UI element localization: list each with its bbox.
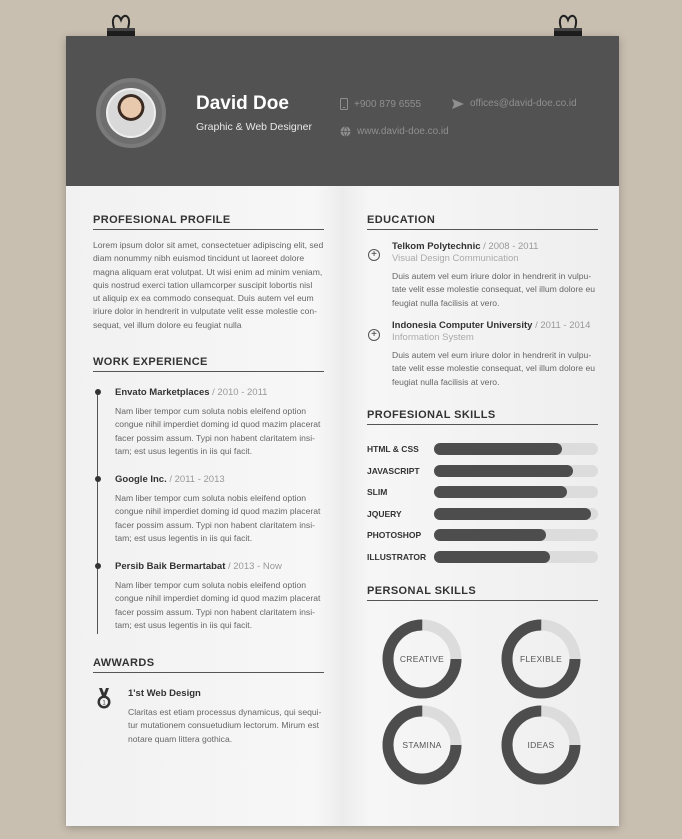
divider bbox=[93, 229, 324, 230]
job-description bbox=[115, 579, 330, 632]
text-line: tam; est usus legentis in iis qui facit. bbox=[115, 532, 253, 543]
text-line: Duis autem vel eum iriure dolor in hendrerit in vulpu- bbox=[392, 350, 592, 360]
text-line: facer possim assum. Typi non habent claritatem insi- bbox=[115, 606, 315, 617]
text-line: tam; est usus legentis in iis qui facit. bbox=[115, 445, 253, 456]
skill-bar-fill bbox=[434, 443, 562, 455]
company-name: Persib Baik Bermartabat bbox=[115, 561, 226, 572]
timeline-dot bbox=[95, 389, 101, 395]
job-years: / 2013 - Now bbox=[228, 561, 282, 572]
text-line: sequat, vel illum dolore eu feugiat nulla bbox=[93, 319, 242, 330]
donut-label: CREATIVE bbox=[399, 654, 445, 664]
job-title bbox=[115, 561, 282, 572]
skill-bar-fill bbox=[434, 551, 550, 563]
person-name: David Doe bbox=[196, 93, 289, 114]
avatar bbox=[96, 78, 166, 148]
contact-phone bbox=[340, 98, 421, 110]
send-icon bbox=[452, 99, 464, 109]
resume-header bbox=[66, 36, 619, 186]
profile-heading: PROFESIONAL PROFILE bbox=[93, 214, 231, 226]
plus-circle-icon: + bbox=[368, 249, 380, 261]
text-line: diam nonummy nibh euismod tincidunt ut laoreet dolore bbox=[93, 253, 305, 264]
text-line: congue nihil imperdiet doming id quod mazim placerat bbox=[115, 419, 321, 430]
svg-text:1: 1 bbox=[102, 700, 106, 707]
skill-label: HTML & CSS bbox=[367, 444, 419, 454]
person-role: Graphic & Web Designer bbox=[196, 121, 312, 133]
text-line: Duis autem vel eum iriure dolor in hendrerit in vulpu- bbox=[392, 271, 592, 281]
education-heading: EDUCATION bbox=[367, 214, 436, 226]
job-title bbox=[115, 387, 267, 398]
text-line: tate velit esse molestie consequat, vel illum dolore eu bbox=[392, 363, 596, 374]
skill-bar bbox=[434, 443, 598, 455]
text-line: magna aliquam erat volutpat. Ut wisi enim ad minim veniam, bbox=[93, 266, 323, 277]
job-years: / 2011 - 2013 bbox=[169, 474, 225, 485]
resume-page bbox=[66, 36, 619, 826]
text-line: Lorem ipsum dolor sit amet, consectetuer adipiscing elit, sed bbox=[93, 240, 324, 250]
text-line: tate velit esse molestie consequat, vel illum dolore eu bbox=[392, 284, 596, 295]
skill-label: JAVASCRIPT bbox=[367, 465, 420, 476]
skill-bar-fill bbox=[434, 486, 567, 498]
education-description bbox=[392, 349, 607, 389]
school-years: / 2011 - 2014 bbox=[535, 320, 591, 331]
text-line: quis nostrud exerci tation ullamcorper suscipit lobortis nisl bbox=[93, 279, 313, 290]
awards-heading: AWWARDS bbox=[93, 657, 155, 669]
education-description bbox=[392, 270, 607, 310]
school-years: / 2008 - 2011 bbox=[483, 241, 539, 252]
text-line: congue nihil imperdiet doming id quod mazim placerat bbox=[115, 506, 321, 517]
company-name: Envato Marketplaces bbox=[115, 387, 210, 398]
globe-icon bbox=[340, 126, 351, 137]
school-title bbox=[392, 241, 538, 252]
job-description bbox=[115, 492, 330, 545]
skill-bar-fill bbox=[434, 508, 591, 520]
text-line: feugiat nulla facilisis at vero. bbox=[392, 297, 500, 308]
school-title bbox=[392, 320, 590, 331]
job-years: / 2010 - 2011 bbox=[212, 387, 268, 398]
text-line: iriure dolor in hendrerit in vulputate velit esse molestie con- bbox=[93, 306, 318, 317]
divider bbox=[93, 371, 324, 372]
award-description bbox=[128, 706, 333, 746]
work-heading: WORK EXPERIENCE bbox=[93, 356, 208, 368]
school-name: Telkom Polytechnic bbox=[392, 241, 481, 252]
skill-label: JQUERY bbox=[367, 508, 402, 519]
text-line: tur mutationem consuetudium lectorum. Mirum est bbox=[128, 720, 320, 731]
email-address[interactable]: offices@david-doe.co.id bbox=[470, 98, 577, 109]
medal-icon bbox=[96, 688, 112, 710]
website-url[interactable]: www.david-doe.co.id bbox=[357, 126, 449, 137]
text-line: Nam liber tempor cum soluta nobis eleifend option bbox=[115, 493, 307, 503]
skill-label: PHOTOSHOP bbox=[367, 530, 422, 540]
text-line: congue nihil imperdiet doming id quod mazim placerat bbox=[115, 593, 321, 604]
donut-label: STAMINA bbox=[402, 740, 442, 750]
donut-label: FLEXIBLE bbox=[519, 654, 563, 664]
skill-bar bbox=[434, 465, 598, 477]
donut-label: IDEAS bbox=[527, 740, 555, 750]
timeline-dot bbox=[95, 563, 101, 569]
divider bbox=[93, 672, 324, 673]
program-name: Visual Design Communication bbox=[392, 253, 519, 264]
plus-circle-icon: + bbox=[368, 329, 380, 341]
divider bbox=[367, 424, 598, 425]
skills-heading: PROFESIONAL SKILLS bbox=[367, 409, 496, 421]
contact-website[interactable] bbox=[340, 126, 449, 137]
text-line: facer possim assum. Typi non habent claritatem insi- bbox=[115, 432, 315, 443]
company-name: Google Inc. bbox=[115, 474, 167, 485]
skill-bar bbox=[434, 508, 598, 520]
job-title bbox=[115, 474, 225, 485]
skill-bar bbox=[434, 551, 598, 563]
text-line: Nam liber tempor cum soluta nobis eleifend option bbox=[115, 580, 307, 590]
profile-photo bbox=[106, 88, 156, 138]
text-line: Claritas est etiam processus dynamicus, qui sequi- bbox=[128, 707, 322, 717]
text-line: tam; est usus legentis in iis qui facit. bbox=[115, 619, 253, 630]
phone-icon bbox=[340, 98, 348, 110]
work-timeline bbox=[97, 391, 98, 634]
personal-skills-heading: PERSONAL SKILLS bbox=[367, 585, 477, 597]
phone-number: +900 879 6555 bbox=[354, 98, 422, 110]
text-line: Nam liber tempor cum soluta nobis eleifend option bbox=[115, 406, 307, 416]
skill-bar bbox=[434, 486, 598, 498]
skill-bar-fill bbox=[434, 465, 573, 477]
text-line: feugiat nulla facilisis at vero. bbox=[392, 376, 500, 387]
text-line: notare quam littera gothica. bbox=[128, 733, 233, 744]
award-title: 1'st Web Design bbox=[128, 688, 201, 699]
text-line: facer possim assum. Typi non habent claritatem insi- bbox=[115, 519, 315, 530]
skill-label: ILLUSTRATOR bbox=[367, 551, 427, 562]
timeline-dot bbox=[95, 476, 101, 482]
divider bbox=[367, 229, 598, 230]
divider bbox=[367, 600, 598, 601]
job-description bbox=[115, 405, 330, 458]
skill-bar-fill bbox=[434, 529, 546, 541]
program-name: Information System bbox=[392, 332, 474, 343]
skill-bar bbox=[434, 529, 598, 541]
contact-email[interactable] bbox=[452, 98, 577, 109]
school-name: Indonesia Computer University bbox=[392, 320, 533, 331]
profile-text bbox=[93, 239, 333, 332]
text-line: ut aliquip ex ea commodo consequat. Duis autem vel eum bbox=[93, 293, 314, 304]
skill-label: SLIM bbox=[367, 487, 388, 497]
